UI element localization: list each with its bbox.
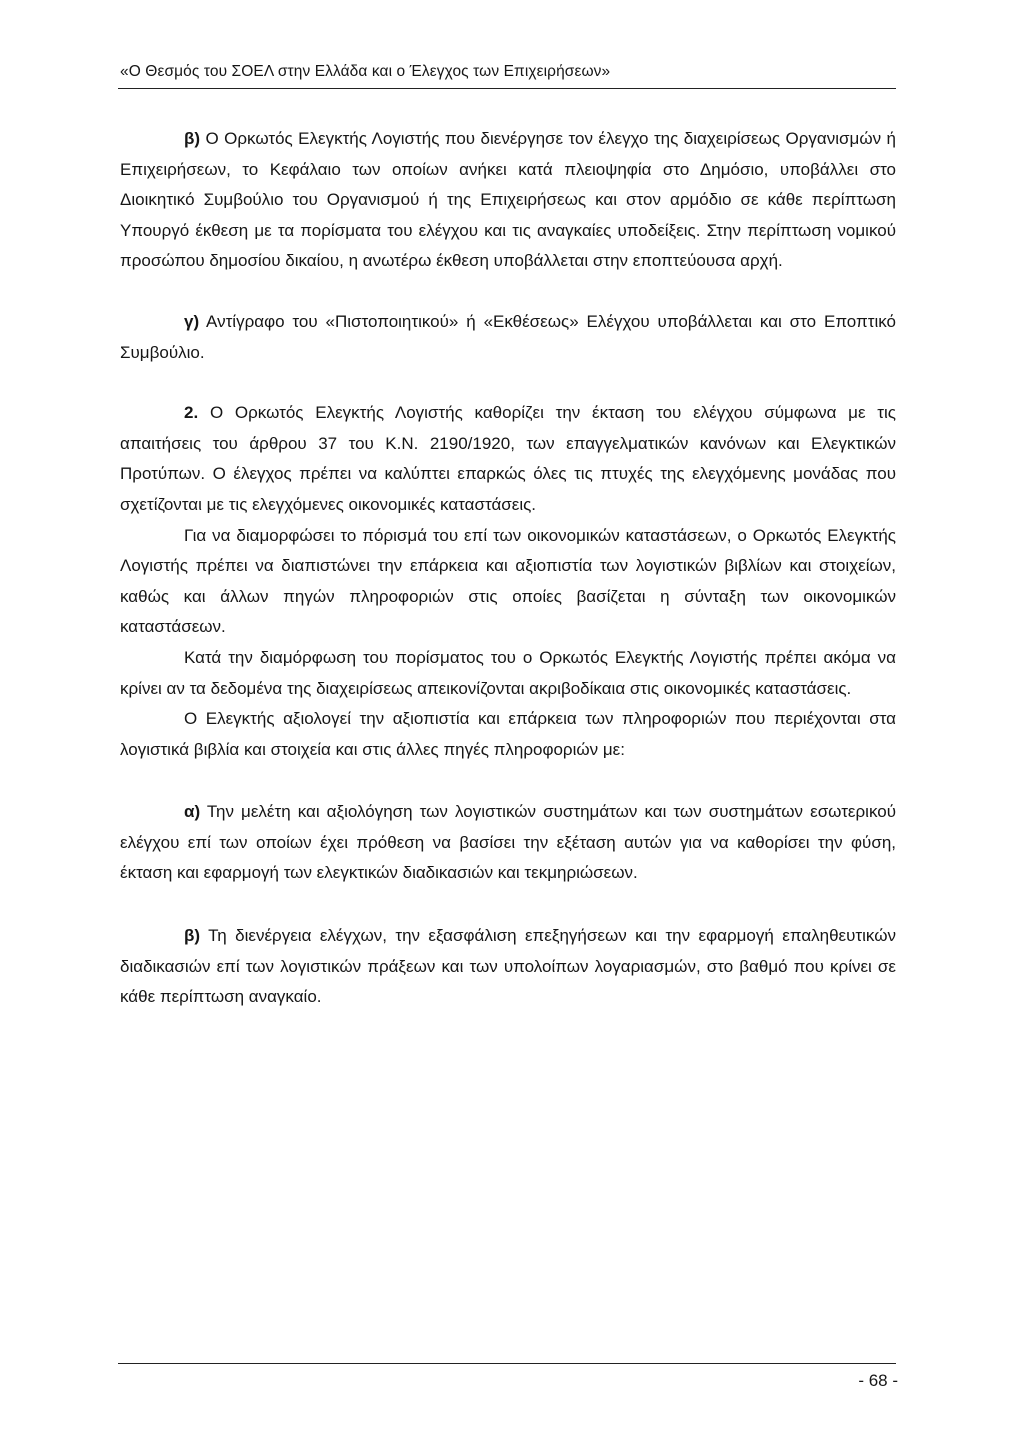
item-label: β) [184, 926, 201, 946]
paragraph-opinion-formation: Για να διαμορφώσει το πόρισμά του επί των οικονομικών καταστάσεων, ο Ορκωτός Ελεγκτής Λογιστής πρέπει να διαπιστώνει την επάρκεια και αξιοπιστία των λογιστικών βιβλίων και στοιχείων, καθώς και άλλων πηγών πληροφοριών στις οποίες βασίζεται η σύνταξη των οικονομικών καταστάσεων. [120, 525, 896, 637]
paragraph-text: Ο Ορκωτός Ελεγκτής Λογιστής που διενέργησε τον έλεγχο της διαχειρίσεως Οργανισμών ή Επιχειρήσεων, το Κεφάλαιο των οποίων ανήκει κατά πλειοψηφία στο Δημόσιο, υποβάλλει στο Διοικητικό Συμβούλιο του Οργανισμού ή της Επιχειρήσεως και στον αρμόδιο σε κάθε περίπτωση Υπουργό έκθεση με τα πορίσματα του ελέγχου και τις αναγκαίες υποδείξεις. Στην περίπτωση νομικού προσώπου δημοσίου δικαίου, η ανωτέρω έκθεση υποβάλλεται στην εποπτεύουσα αρχή. [120, 129, 896, 271]
paragraph-text: Τη διενέργεια ελέγχων, την εξασφάλιση επεξηγήσεων και την εφαρμογή επαληθευτικών διαδικασιών επί των λογιστικών πράξεων και των υπολοίπων λογαριασμών, στο βαθμό που κρίνει σε κάθε περίπτωση αναγκαίο. [120, 926, 896, 1007]
paragraph-fair-presentation: Κατά την διαμόρφωση του πορίσματος του ο Ορκωτός Ελεγκτής Λογιστής πρέπει ακόμα να κρίνει αν τα δεδομένα της διαχειρίσεως απεικονίζονται ακριβοδίκαια στις οικονομικές καταστάσεις. [120, 647, 896, 698]
item-label: 2. [184, 403, 199, 423]
paragraph-2-audit-scope [120, 398, 896, 520]
item-label: α) [184, 802, 201, 822]
running-header: «Ο Θεσμός του ΣΟΕΛ στην Ελλάδα και ο Έλεγχος των Επιχειρήσεων» [120, 63, 611, 80]
paragraph-gamma-copy [120, 307, 896, 368]
paragraph-text: Ο Ορκωτός Ελεγκτής Λογιστής καθορίζει την έκταση του ελέγχου σύμφωνα με τις απαιτήσεις του άρθρου 37 του Κ.Ν. 2190/1920, των επαγγελματικών κανόνων και Ελεγκτικών Προτύπων. Ο έλεγχος πρέπει να καλύπτει επαρκώς όλες τις πτυχές της ελεγχόμενης μονάδας που σχετίζονται με τις ελεγχόμενες οικονομικές καταστάσεις. [120, 403, 896, 514]
item-label: β) [184, 129, 201, 148]
header-divider [118, 88, 896, 89]
footer-divider [118, 1363, 896, 1364]
paragraph-auditor-evaluates: Ο Ελεγκτής αξιολογεί την αξιοπιστία και επάρκεια των πληροφοριών που περιέχονται στα λογιστικά βιβλία και στοιχεία και στις άλλες πηγές πληροφοριών με: [120, 709, 896, 759]
document-body [120, 124, 896, 1013]
page-number: - 68 - [858, 1371, 898, 1390]
item-label: γ) [184, 311, 200, 331]
paragraph-alpha-study [120, 797, 896, 889]
paragraph-beta-report [120, 124, 896, 277]
paragraph-text: Αντίγραφο του «Πιστοποιητικού» ή «Εκθέσεως» Ελέγχου υποβάλλεται και στο Εποπτικό Συμβούλιο. [120, 311, 896, 362]
paragraph-text: Την μελέτη και αξιολόγηση των λογιστικών συστημάτων και των συστημάτων εσωτερικού ελέγχου επί των οποίων έχει πρόθεση να βασίσει την εξέταση αυτών για να καθορίσει την φύση, έκταση και εφαρμογή των ελεγκτικών διαδικασιών και τεκμηριώσεων. [120, 802, 896, 883]
paragraph-beta-procedures [120, 921, 896, 1013]
